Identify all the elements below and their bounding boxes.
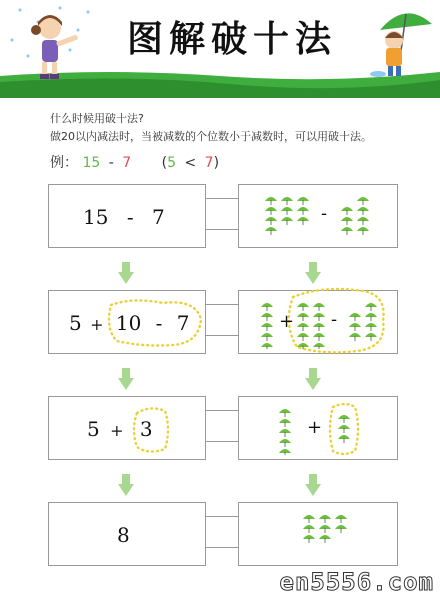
step3-a: 5 (87, 417, 100, 441)
umbrella-icon (335, 515, 347, 523)
example-condition-op: < (184, 155, 197, 171)
umbrella-icon (338, 425, 350, 433)
umbrella-icon (313, 313, 325, 321)
down-arrow-icon (118, 368, 134, 390)
example-condition-open: ( (161, 155, 168, 171)
umbrella-icon (349, 313, 361, 321)
example-operator: - (108, 155, 114, 171)
step2-pic-op2: - (331, 309, 338, 330)
umbrella-icon (338, 435, 350, 443)
umbrella-icon (297, 207, 309, 215)
step2-equation-box (48, 290, 206, 354)
step4-umbrella-group-eight (301, 511, 349, 561)
umbrella-icon (279, 409, 291, 417)
umbrella-icon (357, 217, 369, 225)
umbrella-icon (265, 227, 277, 235)
umbrella-icon (297, 333, 309, 341)
umbrella-icon (261, 333, 273, 341)
umbrella-icon (297, 313, 309, 321)
umbrella-icon (319, 535, 331, 543)
step3-umbrella-group-three (336, 411, 352, 443)
down-arrow-icon (118, 474, 134, 496)
page-title: 图解破十法 (126, 19, 337, 60)
step2-op1: + (90, 315, 104, 334)
step3-umbrella-group-five (277, 405, 293, 455)
umbrella-icon (365, 313, 377, 321)
step4-picture-box (238, 502, 398, 566)
step3-op: + (110, 421, 124, 440)
umbrella-icon (303, 515, 315, 523)
example-condition-b: 7 (204, 155, 214, 171)
umbrella-icon (349, 323, 361, 331)
step1-picture-box (238, 184, 398, 248)
step2-pic-op1: + (279, 311, 295, 332)
umbrella-icon (281, 207, 293, 215)
step2-umbrella-group-five (259, 299, 275, 349)
umbrella-icon (313, 323, 325, 331)
umbrella-icon (261, 323, 273, 331)
umbrella-icon (297, 197, 309, 205)
umbrella-icon (297, 323, 309, 331)
umbrella-icon (279, 429, 291, 437)
umbrella-icon (297, 217, 309, 225)
umbrella-icon (303, 525, 315, 533)
down-arrow-icon (305, 368, 321, 390)
umbrella-icon (265, 207, 277, 215)
step1-pic-op: - (321, 203, 328, 224)
umbrella-icon (313, 303, 325, 311)
umbrella-icon (357, 227, 369, 235)
umbrella-icon (261, 313, 273, 321)
step3-pic-op: + (307, 417, 323, 438)
umbrella-icon (281, 217, 293, 225)
step1-umbrella-group-seven (339, 193, 375, 243)
umbrella-icon (297, 303, 309, 311)
umbrella-icon (357, 197, 369, 205)
umbrella-icon (341, 227, 353, 235)
intro-description: 做20以内减法时，当被减数的个位数小于减数时，可以用破十法。 (50, 130, 372, 143)
step2-umbrella-group-seven (347, 299, 383, 349)
step4-connector (205, 516, 239, 548)
umbrella-icon (313, 333, 325, 341)
umbrella-icon (338, 415, 350, 423)
step1-op: - (126, 205, 134, 229)
intro-question: 什么时候用破十法? (50, 112, 144, 125)
step4-equation-box (48, 502, 206, 566)
umbrella-child-figure (370, 13, 432, 77)
down-arrow-icon (305, 262, 321, 284)
example-line (50, 152, 219, 172)
step1-connector (205, 198, 239, 230)
example-condition-a: 5 (167, 155, 177, 171)
umbrella-icon (261, 303, 273, 311)
umbrella-icon (279, 419, 291, 427)
step4-result: 8 (117, 523, 130, 547)
umbrella-icon (365, 303, 377, 311)
step2-c: 7 (176, 311, 190, 335)
umbrella-icon (313, 343, 325, 349)
umbrella-icon (303, 535, 315, 543)
step2-a: 5 (69, 311, 82, 335)
umbrella-icon (341, 217, 353, 225)
step3-connector (205, 410, 239, 442)
girl-figure (31, 15, 78, 79)
step1-equation-box (48, 184, 206, 248)
example-label: 例： (50, 155, 78, 171)
umbrella-icon (357, 207, 369, 215)
step2-picture-box (238, 290, 398, 354)
step3-b: 3 (139, 417, 153, 441)
watermark: en5556.com (279, 568, 434, 596)
umbrella-icon (265, 197, 277, 205)
down-arrow-icon (118, 262, 134, 284)
step2-connector (205, 304, 239, 336)
umbrella-icon (319, 515, 331, 523)
umbrella-icon (297, 343, 309, 349)
umbrella-icon (279, 449, 291, 455)
umbrella-icon (365, 333, 377, 341)
step2-op2: - (155, 311, 163, 335)
umbrella-icon (341, 207, 353, 215)
umbrella-icon (365, 323, 377, 331)
umbrella-icon (261, 343, 273, 349)
umbrella-icon (319, 525, 331, 533)
step2-umbrella-group-ten (295, 299, 327, 349)
step3-picture-box (238, 396, 398, 460)
umbrella-icon (349, 333, 361, 341)
umbrella-icon (281, 197, 293, 205)
step1-a: 15 (83, 205, 109, 229)
step3-equation-box (48, 396, 206, 460)
example-minuend: 15 (82, 155, 101, 171)
example-condition-close: ) (213, 155, 220, 171)
step1-b: 7 (151, 205, 165, 229)
step1-umbrella-group-ten (263, 193, 311, 243)
down-arrow-icon (305, 474, 321, 496)
example-subtrahend: 7 (122, 155, 132, 171)
step2-b: 10 (115, 311, 142, 335)
umbrella-icon (335, 525, 347, 533)
umbrella-icon (265, 217, 277, 225)
umbrella-icon (279, 439, 291, 447)
